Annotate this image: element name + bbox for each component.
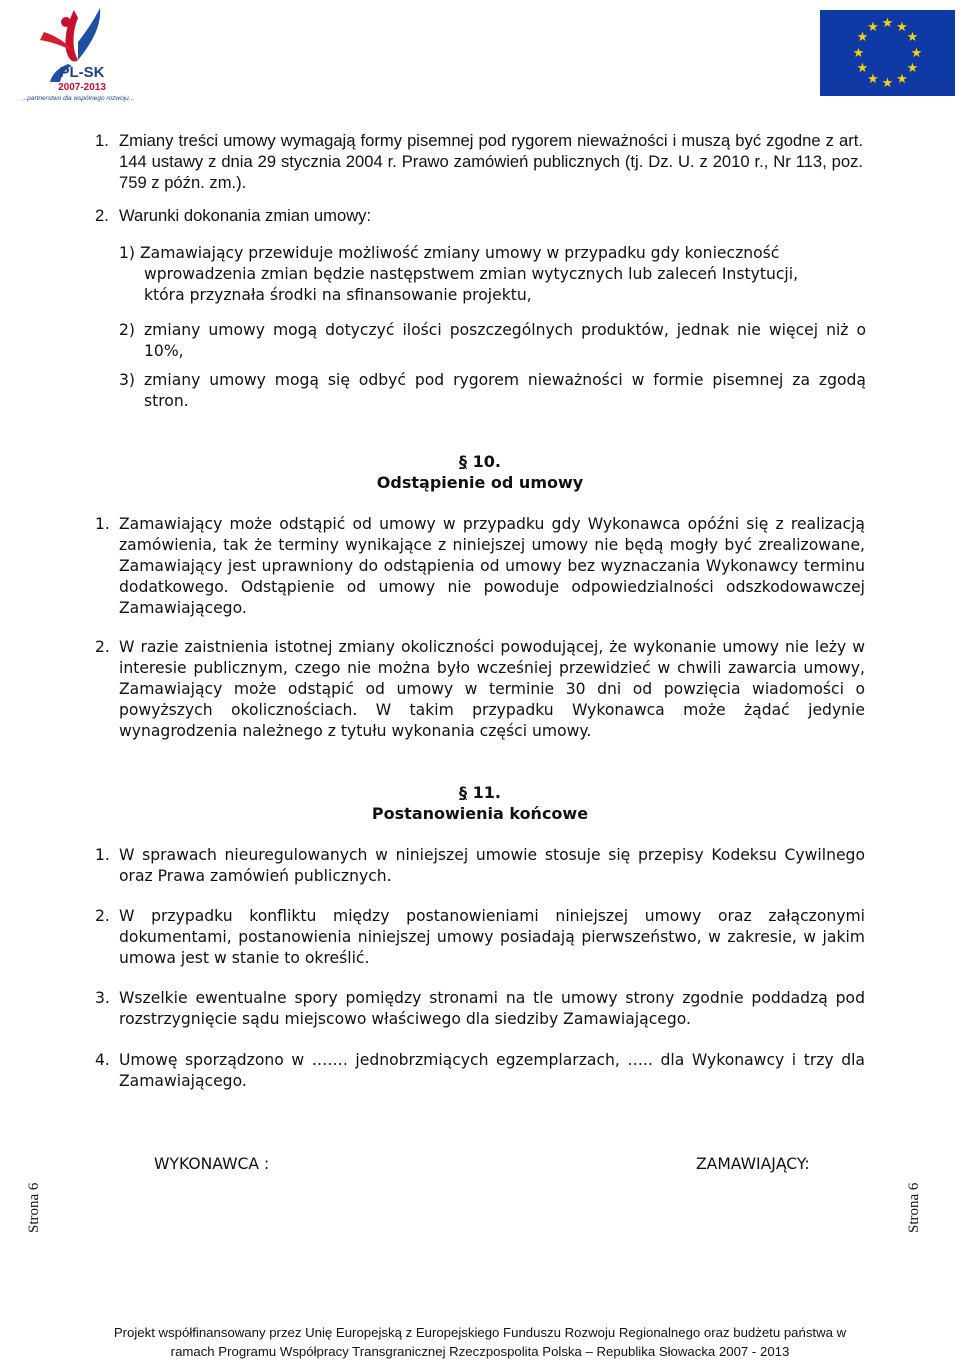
paragraph-sign: § [459, 783, 468, 802]
svg-text:★: ★ [856, 30, 869, 45]
item-number: 1. [95, 131, 109, 150]
svg-text:★: ★ [896, 20, 908, 35]
subitem-line: która przyznała środki na sfinansowanie projektu, [144, 286, 532, 304]
subitem-line [119, 243, 798, 264]
paragraph-sign: § [459, 452, 468, 471]
subitem-3 [119, 370, 866, 412]
item-text: Wszelkie ewentualne spory pomiędzy stronami na tle umowy strony zgodnie poddadzą pod rozstrzygnięcie sądu miejscowo właściwego dla siedziby Zamawiającego. [119, 989, 865, 1028]
section-11-item-2 [95, 906, 865, 969]
section-number: 10. [472, 452, 501, 471]
item-text: Zamawiający może odstąpić od umowy w przypadku gdy Wykonawca opóźni się z realizacją zamówienia, tak że terminy wynikające z niniejszej umowy nie będą mogły być zrealizowane, Zamawiający jest uprawniony do odstąpienia od umowy bez wyznaczania Wykonawcy terminu dodatkowego. Odstąpienie od umowy nie powoduje odpowiedzialności odszkodowawczej Zamawiającego. [119, 515, 865, 617]
svg-text:★: ★ [910, 46, 923, 61]
svg-text:★: ★ [881, 76, 894, 91]
item-number: 2. [95, 206, 109, 225]
subitem-1 [119, 243, 798, 306]
item-number: 4. [95, 1051, 110, 1069]
item-text: Zmiany treści umowy wymagają formy pisemnej pod rygorem nieważności i muszą być zgodne z art. 144 ustawy z dnia 29 stycznia 2004 r. Prawo zamówień publicznych (tj. Dz. U. z 2010 r., Nr 113, poz. 759 z późn. zm.). [119, 131, 863, 192]
section-11-title: Postanowienia końcowe [371, 804, 589, 823]
item-number: 1. [95, 515, 110, 533]
logo-text: PL-SK [59, 64, 105, 81]
item-number: 2. [95, 638, 110, 656]
item-text: Warunki dokonania zmian umowy: [119, 206, 372, 225]
eu-flag-icon [820, 10, 955, 96]
signature-client: ZAMAWIAJĄCY: [696, 1155, 810, 1173]
item-text: W razie zaistnienia istotnej zmiany okoliczności powodującej, że wykonanie umowy nie leży w interesie publicznym, czego nie można było wcześniej przewidzieć w chwili zawarcia umowy, Zamawiający może odstąpić od umowy w terminie 30 dni od powzięcia wiadomości o powyższych okolicznościach. W takim przypadku Wykonawca może żądać jedynie wynagrodzenia należnego z tytułu wykonania części umowy. [119, 638, 865, 740]
section-10-title: Odstąpienie od umowy [376, 473, 584, 492]
svg-text:★: ★ [906, 61, 919, 76]
item-text: Umowę sporządzono w ……. jednobrzmiących egzemplarzach, ….. dla Wykonawcy i trzy dla Zamawiającego. [119, 1051, 865, 1090]
svg-text:★: ★ [867, 72, 879, 87]
section-10-number [0, 451, 960, 472]
section-11-item-4 [95, 1050, 865, 1092]
svg-text:★: ★ [856, 61, 869, 76]
item-text: W sprawach nieuregulowanych w niniejszej umowie stosuje się przepisy Kodeksu Cywilnego oraz Prawa zamówień publicznych. [119, 846, 865, 885]
subitem-text: zmiany umowy mogą się odbyć pod rygorem nieważności w formie pisemnej za zgodą stron. [144, 371, 866, 410]
logo-years: 2007-2013 [58, 82, 106, 93]
page-label-left: Strona 6 [26, 1182, 42, 1233]
item-number: 2. [95, 907, 110, 925]
subitem-number: 2) [119, 321, 136, 339]
svg-text:★: ★ [896, 72, 908, 87]
svg-text:★: ★ [867, 20, 879, 35]
logo-tagline: ...partnerstwo dla wspólnego rozwoju... [21, 95, 135, 102]
subitem-number: 3) [119, 371, 136, 389]
page-label-right: Strona 6 [906, 1182, 922, 1233]
signature-contractor: WYKONAWCA : [154, 1155, 270, 1173]
subitem-text: zmiany umowy mogą dotyczyć ilości poszczególnych produktów, jednak nie więcej niż o 10%, [144, 321, 866, 360]
footer-line-2: ramach Programu Współpracy Transgranicznej Rzeczpospolita Polska – Republika Słowacka 2007 - 2013 [170, 1344, 790, 1359]
section-10-item-2 [95, 637, 865, 742]
section-10-item-1 [95, 514, 865, 619]
svg-text:★: ★ [906, 30, 919, 45]
subitem-text: Zamawiający przewiduje możliwość zmiany umowy w przypadku gdy konieczność [139, 244, 780, 262]
subitem-2 [119, 320, 866, 362]
pl-sk-programme-logo [8, 2, 148, 106]
section-continued-item-1 [95, 130, 863, 193]
section-number: 11. [472, 783, 501, 802]
footer-line-1: Projekt współfinansowany przez Unię Europejską z Europejskiego Funduszu Rozwoju Regionalnego oraz budżetu państwa w [113, 1325, 847, 1340]
section-continued-item-2 [95, 205, 863, 226]
svg-text:★: ★ [881, 16, 894, 31]
item-text: W przypadku konfliktu między postanowieniami niniejszej umowy oraz załączonymi dokumentami, postanowienia niniejszej umowy posiadają pierwszeństwo, w zakresie, w jakim umowa jest w stanie to określić. [119, 907, 865, 967]
item-number: 1. [95, 846, 110, 864]
section-11-item-3 [95, 988, 865, 1030]
item-number: 3. [95, 989, 110, 1007]
subitem-line: wprowadzenia zmian będzie następstwem zmian wytycznych lub zaleceń Instytucji, [144, 265, 799, 283]
section-11-number [0, 782, 960, 803]
section-11-item-1 [95, 845, 865, 887]
svg-text:★: ★ [852, 46, 865, 61]
subitem-number: 1) [119, 244, 136, 262]
eu-stars-icon [820, 10, 955, 96]
